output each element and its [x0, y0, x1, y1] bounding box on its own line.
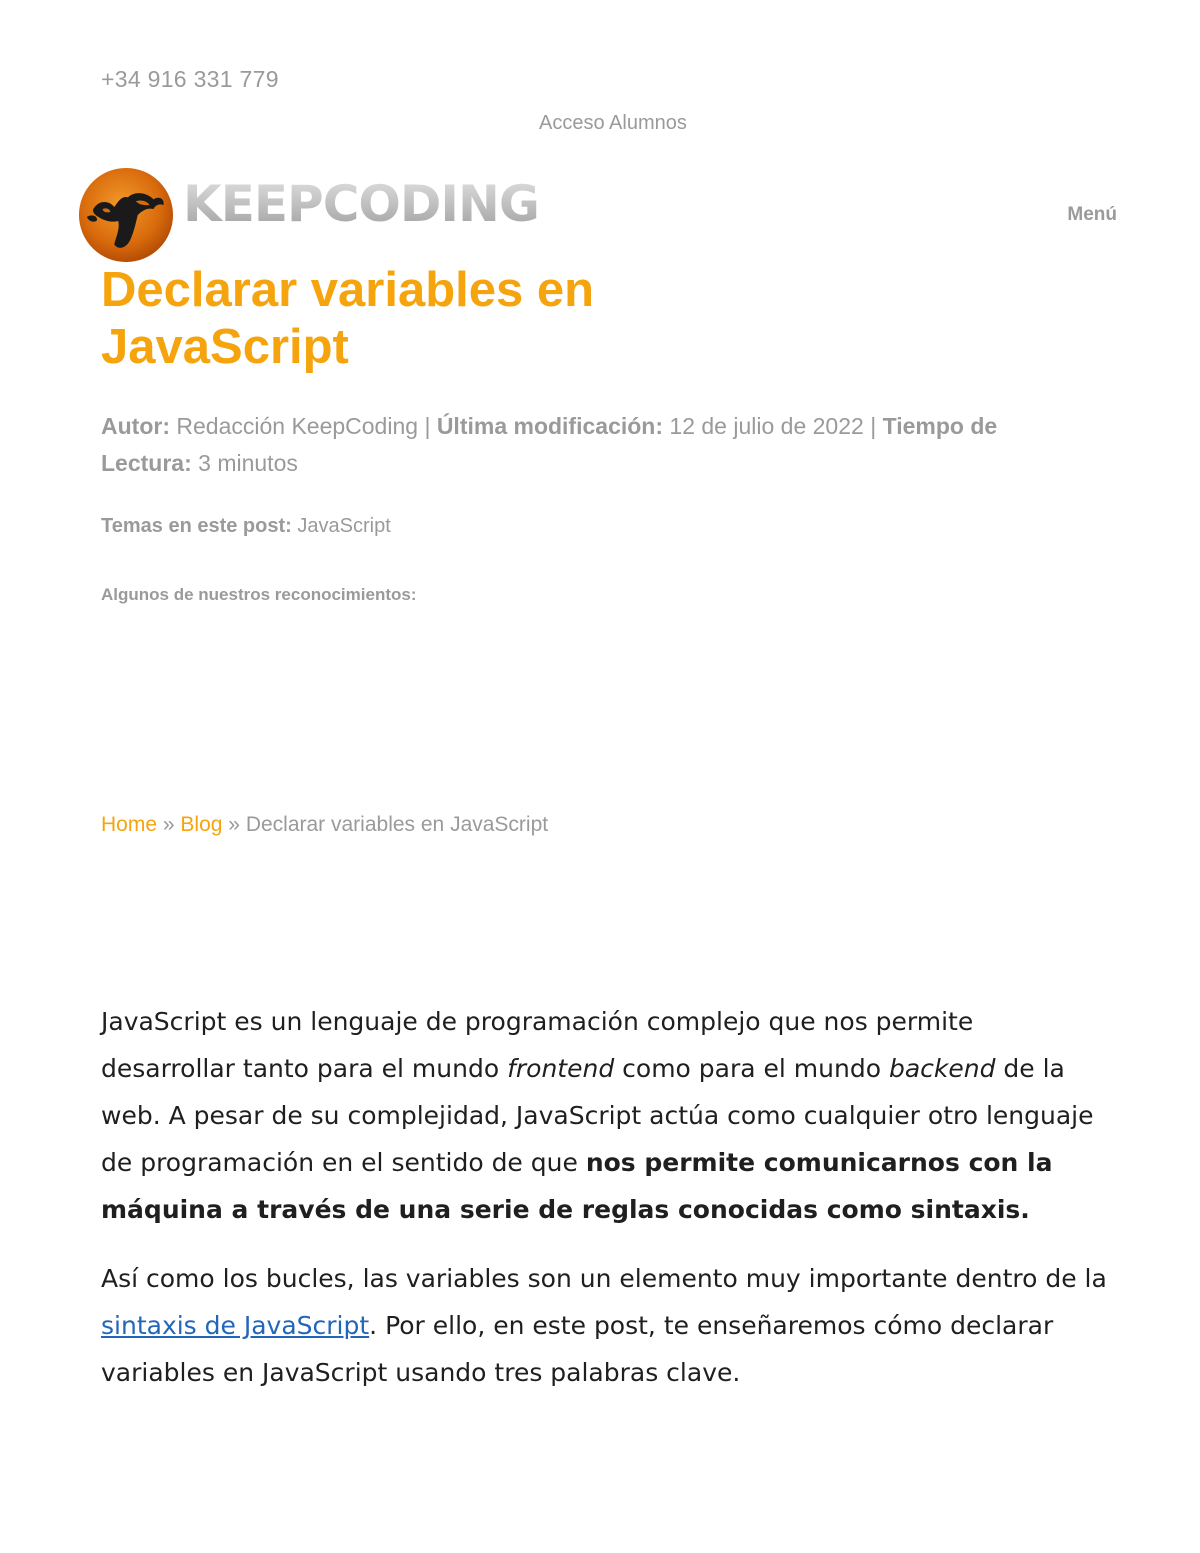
paragraph-text: JavaScript es un lenguaje de programación complejo que nos permite desarrollar tanto para el mundo [101, 1007, 974, 1083]
breadcrumb-separator: » [228, 813, 240, 836]
menu-button[interactable]: Menú [1067, 204, 1117, 225]
student-access-link[interactable]: Acceso Alumnos [539, 112, 687, 134]
post-title-line1: Declarar variables en [101, 263, 595, 317]
modified-date: 12 de julio de 2022 [669, 413, 864, 439]
dragon-logo-icon [77, 166, 175, 264]
awards-heading: Algunos de nuestros reconocimientos: [101, 585, 417, 604]
topic-tag[interactable]: JavaScript [297, 515, 391, 537]
emphasis-backend: backend [888, 1054, 996, 1083]
paragraph-text: . Por ello, en este post, te enseñaremos cómo declarar variables en JavaScript usando tres palabras clave. [101, 1311, 1054, 1387]
keepcoding-logo[interactable] [77, 164, 539, 264]
breadcrumb [101, 813, 548, 837]
meta-separator: | [870, 413, 877, 439]
breadcrumb-home[interactable]: Home [101, 813, 158, 836]
post-title-line2: JavaScript [101, 320, 349, 374]
breadcrumb-current: Declarar variables en JavaScript [245, 813, 549, 836]
article-paragraph [101, 998, 1111, 1233]
phone-number[interactable]: +34 916 331 779 [101, 66, 279, 92]
modified-label: Última modificación: [436, 413, 664, 439]
author-name: Redacción KeepCoding [176, 413, 419, 439]
logo-wordmark: KEEPCODING [183, 175, 539, 233]
paragraph-text: como para el mundo [614, 1054, 889, 1083]
paragraph-text: Así como los bucles, las variables son un elemento muy importante dentro de la [101, 1264, 1107, 1293]
article-body [101, 998, 1111, 1418]
breadcrumb-separator: » [162, 813, 175, 836]
emphasis-frontend: frontend [507, 1054, 615, 1083]
reading-time-label-part1: Tiempo de [882, 413, 998, 439]
breadcrumb-blog[interactable]: Blog [180, 813, 223, 836]
meta-separator: | [424, 413, 431, 439]
bold-statement: nos permite comunicarnos con la máquina a través de una serie de reglas conocidas como sintaxis. [101, 1148, 1053, 1224]
javascript-syntax-link[interactable]: sintaxis de JavaScript [101, 1311, 370, 1340]
paragraph-text: de la web. A pesar de su complejidad, JavaScript actúa como cualquier otro lenguaje de programación en el sentido de que [101, 1054, 1094, 1177]
reading-time-label-part2: Lectura: [101, 450, 192, 476]
reading-time: 3 minutos [198, 450, 298, 476]
author-label: Autor: [101, 413, 170, 439]
post-title [101, 262, 801, 376]
article-paragraph [101, 1255, 1111, 1396]
post-meta [101, 408, 1101, 482]
post-topics [101, 515, 391, 538]
topics-label: Temas en este post: [101, 515, 292, 537]
